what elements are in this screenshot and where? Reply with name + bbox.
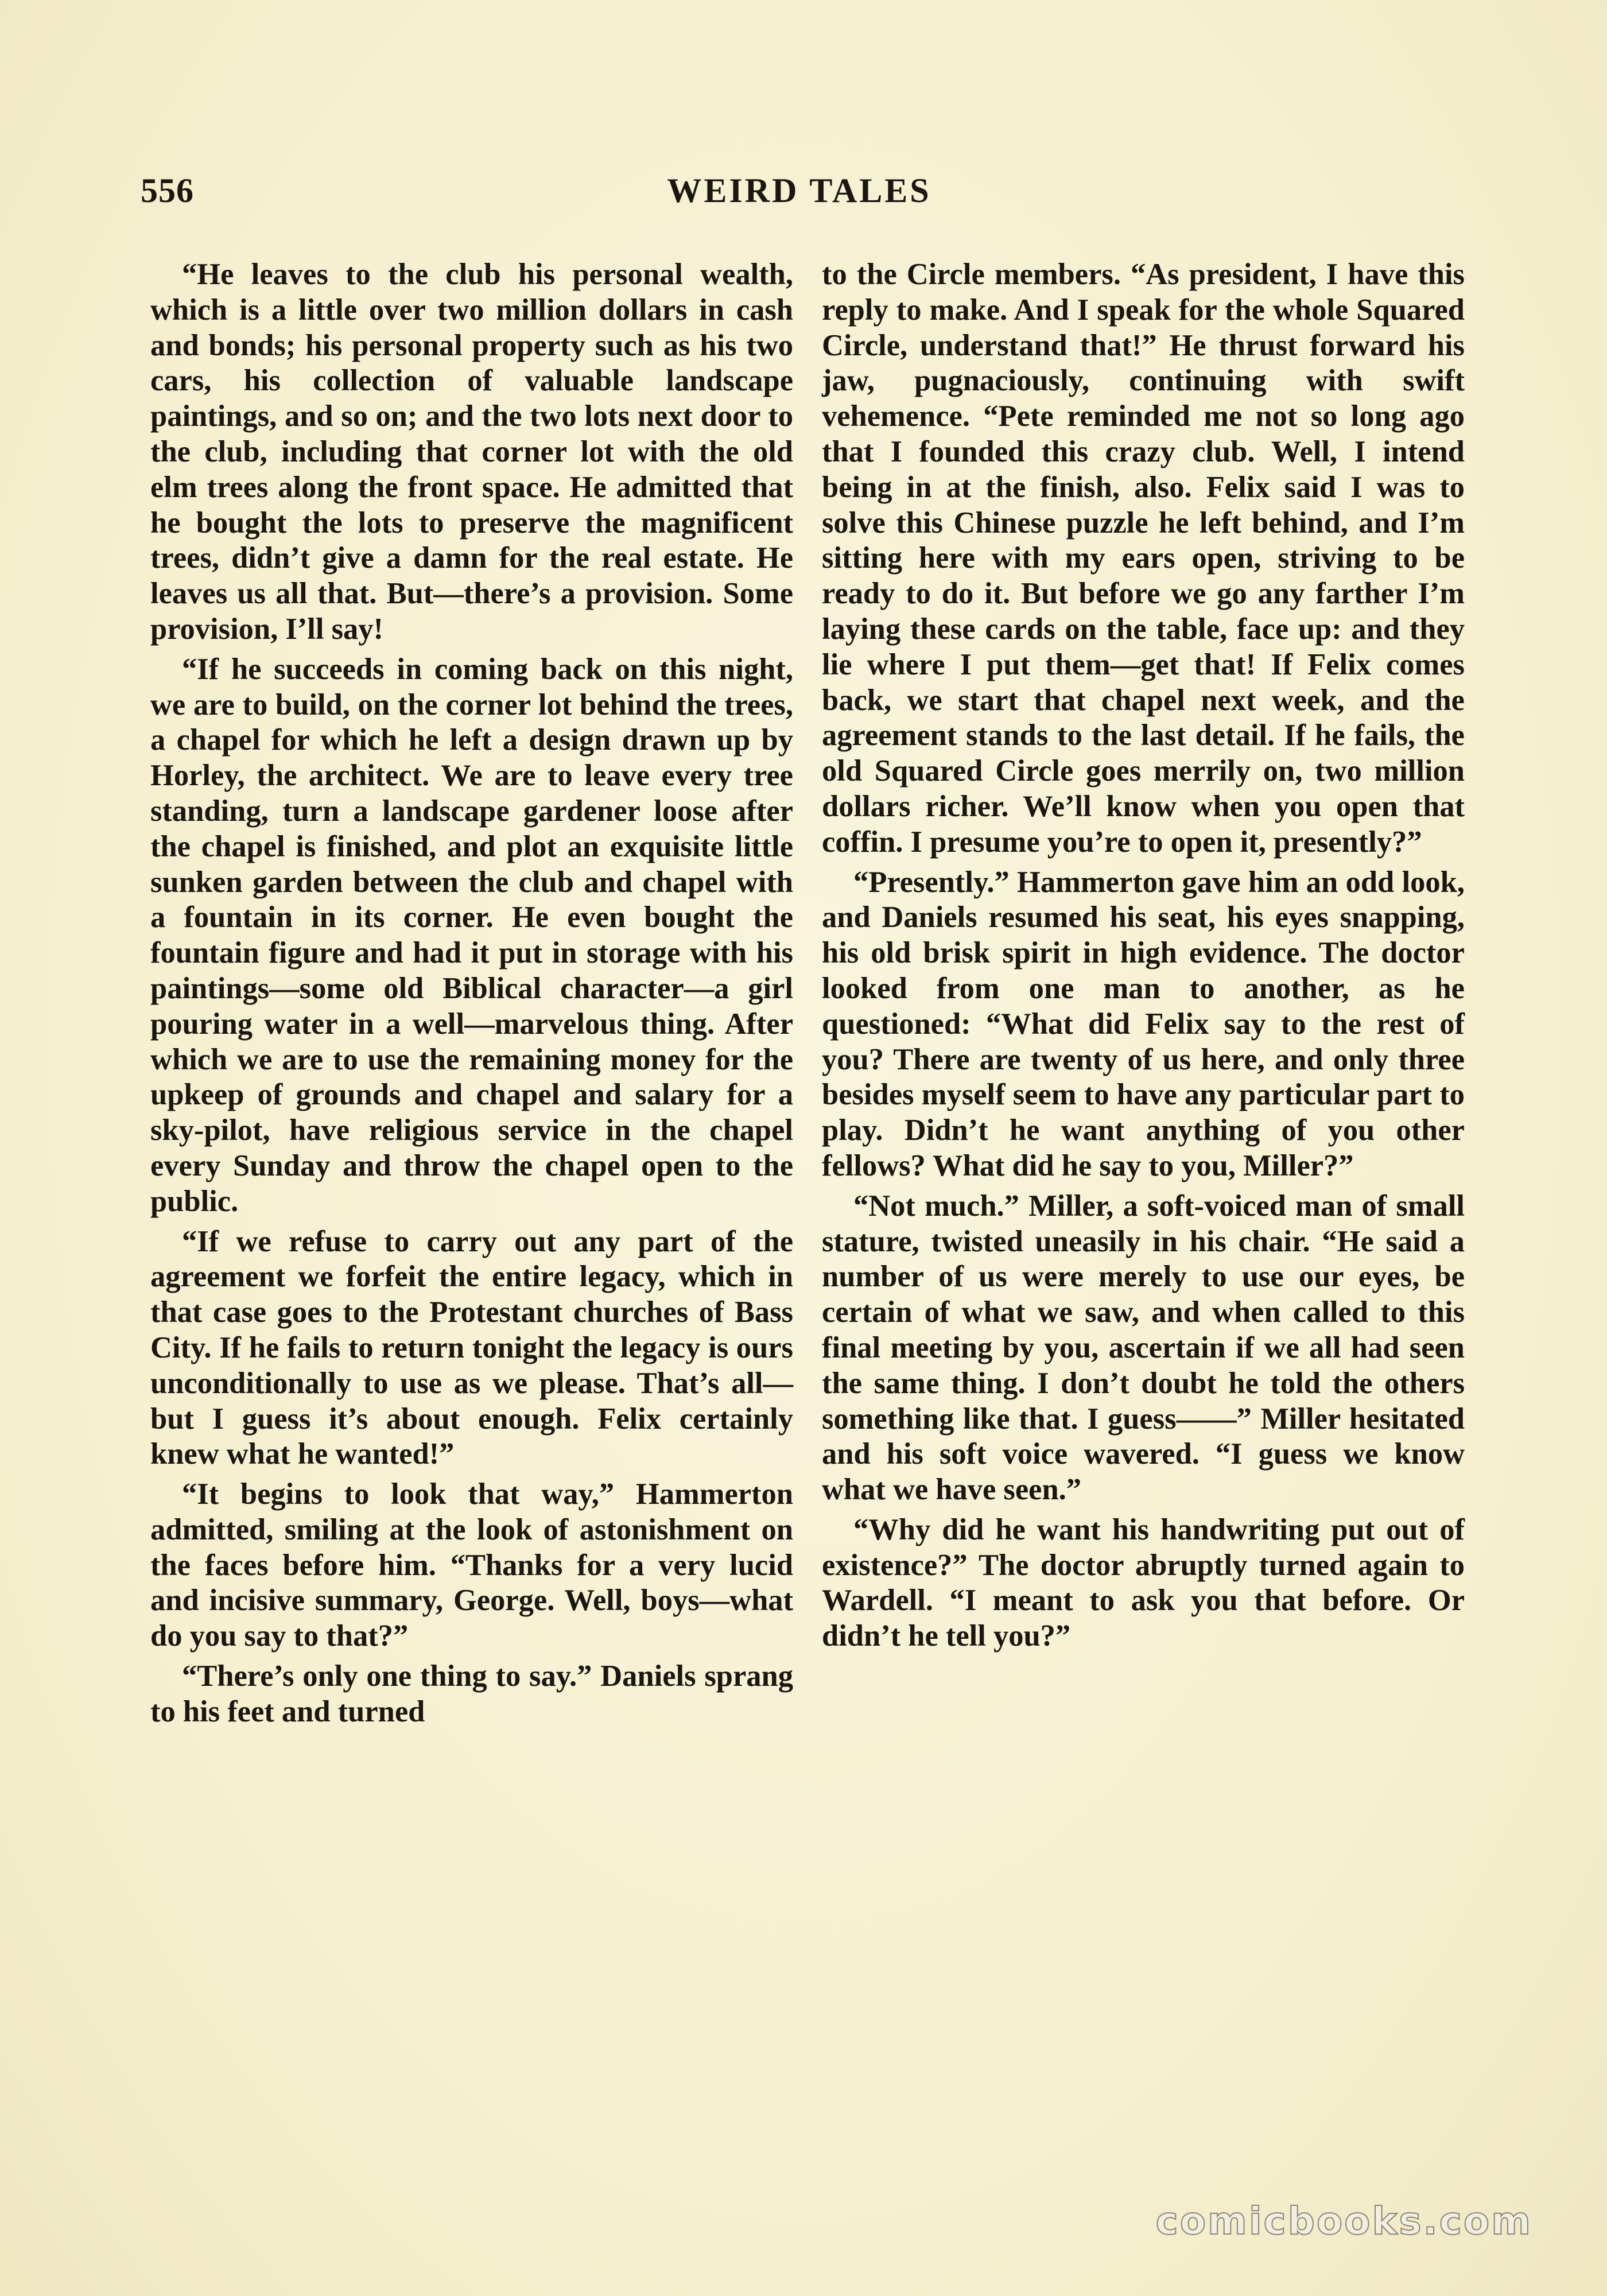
paragraph: “If he succeeds in coming back on this night, we are to build, on the corner lot behind the trees, a chapel for which he left a design drawn up by Horley, the architect. We are to leave every tree standing, turn a landscape gardener loose after the chapel is finished, and plot an exquisite little sunken garden between the club and chapel with a fountain in its corner. He even bought the fountain figure and had it put in storage with his paintings—some old Biblical character—a girl pouring water in a well—marvelous thing. After which we are to use the remaining money for the upkeep of grounds and chapel and salary for a sky-pilot, have religious service in the chapel every Sunday and throw the chapel open to the public. (150, 652, 793, 1218)
watermark: comicbooks.com (1155, 2199, 1532, 2243)
paragraph: “If we refuse to carry out any part of the agreement we forfeit the entire legacy, which in that case goes to the Protestant churches of Bass City. If he fails to return tonight the legacy is ours unconditionally to use as we please. That’s all—but I guess it’s about enough. Felix certainly knew what he wanted!” (150, 1224, 793, 1471)
page-header (141, 171, 1458, 217)
running-head: WEIRD TALES (667, 172, 931, 210)
paragraph: “Presently.” Hammerton gave him an odd look, and Daniels resumed his seat, his eyes snapping, his old brisk spirit in high evidence. The doctor looked from one man to another, as he questioned: “What did Felix say to the rest of you? There are twenty of us here, and only three besides myself seem to have any particular part to play. Didn’t he want anything of you other fellows? What did he say to you, Miller?” (822, 865, 1465, 1182)
paragraph: to the Circle members. “As president, I have this reply to make. And I speak for the whole Squared Circle, understand that!” He thrust forward his jaw, pugnaciously, continuing with swift vehemence. “Pete reminded me not so long ago that I founded this crazy club. Well, I intend being in at the finish, also. Felix said I was to solve this Chinese puzzle he left behind, and I’m sitting here with my ears open, striving to be ready to do it. But before we go any farther I’m laying these cards on the table, face up: and they lie where I put them—get that! If Felix comes back, we start that chapel next week, and the agreement stands to the last detail. If he fails, the old Squared Circle goes merrily on, two million dollars richer. We’ll know when you open that coffin. I presume you’re to open it, presently?” (822, 258, 1465, 859)
left-column (150, 257, 793, 1735)
right-column (822, 257, 1465, 1659)
paragraph: “There’s only one thing to say.” Daniels sprang to his feet and turned (150, 1659, 793, 1728)
paragraph: “It begins to look that way,” Hammerton admitted, smiling at the look of astonishment on the faces before him. “Thanks for a very lucid and incisive summary, George. Well, boys—what do you say to that?” (150, 1477, 793, 1653)
paragraph: “Why did he want his handwriting put out of existence?” The doctor abruptly turned again to Wardell. “I meant to ask you that before. Or didn’t he tell you?” (822, 1512, 1465, 1653)
paragraph: “Not much.” Miller, a soft-voiced man of small stature, twisted uneasily in his chair. “He said a number of us were merely to use our eyes, be certain of what we saw, and when called to this final meeting by you, ascertain if we all had seen the same thing. I don’t doubt he told the others something like that. I guess——” Miller hesitated and his soft voice wavered. “I guess we know what we have seen.” (822, 1189, 1465, 1507)
paragraph: “He leaves to the club his personal wealth, which is a little over two million dollars in cash and bonds; his personal property such as his two cars, his collection of valuable landscape paintings, and so on; and the two lots next door to the club, including that corner lot with the old elm trees along the front space. He admitted that he bought the lots to preserve the magnificent trees, didn’t give a damn for the real estate. He leaves us all that. But—there’s a provision. Some provision, I’ll say! (150, 258, 793, 646)
page-number: 556 (141, 172, 194, 210)
